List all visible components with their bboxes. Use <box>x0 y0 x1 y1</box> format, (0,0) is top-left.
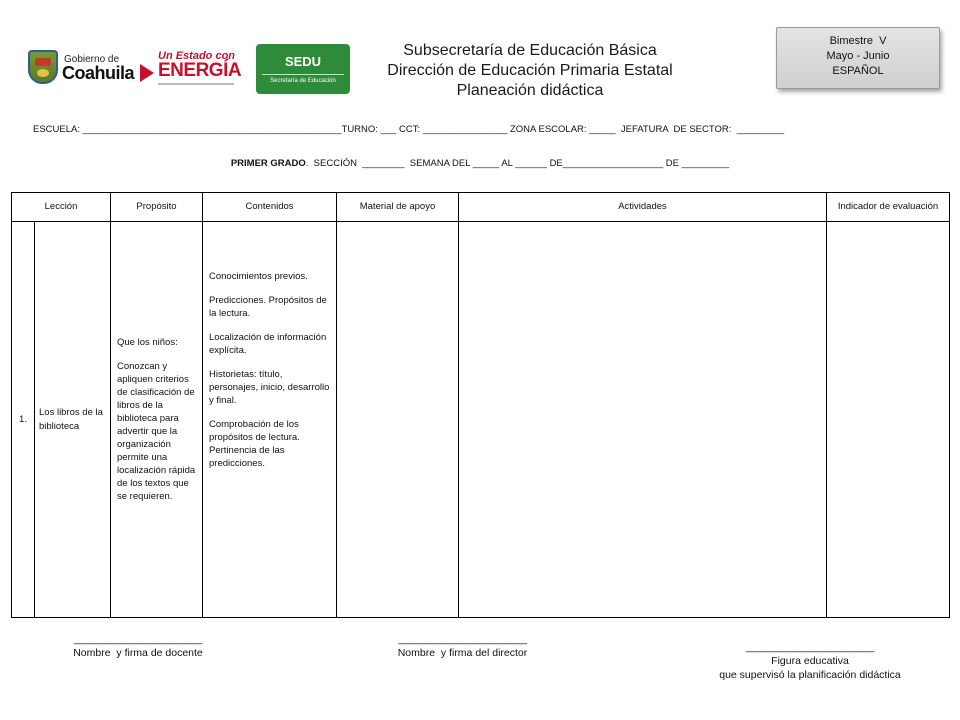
contents-cell <box>203 222 337 618</box>
arrow-icon <box>140 64 154 82</box>
teacher-signature <box>58 632 218 660</box>
material-cell <box>337 222 459 618</box>
bimestre-months: Mayo - Junio <box>826 50 890 62</box>
planning-table <box>11 192 950 618</box>
sedu-logo-text: SEDU <box>284 54 322 69</box>
energia-logo <box>140 50 242 90</box>
grade-label: PRIMER GRADO <box>230 158 306 169</box>
signature-label: Nombre y firma del director <box>397 647 528 659</box>
header-contenidos: Contenidos <box>203 193 337 222</box>
signature-label-2: que supervisó la planificación didáctica <box>719 669 901 681</box>
energia-logo-small-text: Un Estado con <box>158 50 236 62</box>
lesson-number: 1. <box>12 222 35 618</box>
signature-line: ________________________ <box>73 633 203 645</box>
bimestre-number: Bimestre V <box>829 35 887 47</box>
purpose-cell <box>111 222 203 618</box>
table-header-row <box>12 193 950 222</box>
director-signature <box>380 632 545 660</box>
section-week-info: . SECCIÓN ________ SEMANA DEL _____ AL ______ DE___________________ DE _________ <box>305 158 730 169</box>
content-item: Predicciones. Propósitos de la lectura. <box>209 295 327 319</box>
content-item: Historietas: título, personajes, inicio, desarrollo y final. <box>209 369 330 406</box>
content-item: Comprobación de los propósitos de lectura. Pertinencia de las predicciones. <box>209 419 300 469</box>
title-line-1: Subsecretaría de Educación Básica <box>403 42 657 59</box>
coahuila-logo-text: Coahuila <box>62 63 135 83</box>
header-proposito: Propósito <box>111 193 203 222</box>
purpose-text: Conozcan y apliquen criterios de clasificación de libros de la biblioteca para advertir que la organización permite una localización rápida de los textos que se requieren. <box>117 361 196 502</box>
header-indicador: Indicador de evaluación <box>827 193 950 222</box>
signature-line: ________________________ <box>398 633 527 645</box>
signature-label: Nombre y firma de docente <box>73 647 203 659</box>
sedu-logo <box>256 44 350 94</box>
title-line-2: Dirección de Educación Primaria Estatal <box>387 62 673 79</box>
grade-info-line <box>0 158 960 169</box>
school-info-line: ESCUELA: _________________________________________________TURNO: ___ CCT: ________________ ZONA ESCOLAR: _____ JEFATURA DE SECTOR: _________ <box>33 124 785 135</box>
bimestre-subject: ESPAÑOL <box>832 65 884 77</box>
bimestre-box <box>776 27 940 89</box>
supervisor-signature <box>700 640 920 682</box>
signature-line: ________________________ <box>745 641 875 653</box>
energia-underline <box>158 83 234 85</box>
title-line-3: Planeación didáctica <box>456 82 604 99</box>
sedu-logo-small-text: Secretaría de Educación <box>270 78 336 84</box>
lesson-name: Los libros de la biblioteca <box>35 222 111 618</box>
coahuila-logo <box>28 48 140 88</box>
content-item: Localización de información explícita. <box>209 332 327 356</box>
table-row <box>12 222 950 618</box>
purpose-intro: Que los niños: <box>117 337 178 348</box>
header-leccion: Lección <box>12 193 111 222</box>
coahuila-logo-small-text: Gobierno de <box>64 54 120 65</box>
header-material: Material de apoyo <box>337 193 459 222</box>
signature-label: Figura educativa <box>771 655 849 667</box>
sedu-divider <box>262 74 344 75</box>
activities-cell <box>459 222 827 618</box>
header-actividades: Actividades <box>459 193 827 222</box>
energia-logo-text: ENERGÍA <box>158 60 242 81</box>
content-item: Conocimientos previos. <box>209 271 308 282</box>
document-title <box>360 41 700 101</box>
indicator-cell <box>827 222 950 618</box>
coat-of-arms-icon <box>28 50 58 84</box>
